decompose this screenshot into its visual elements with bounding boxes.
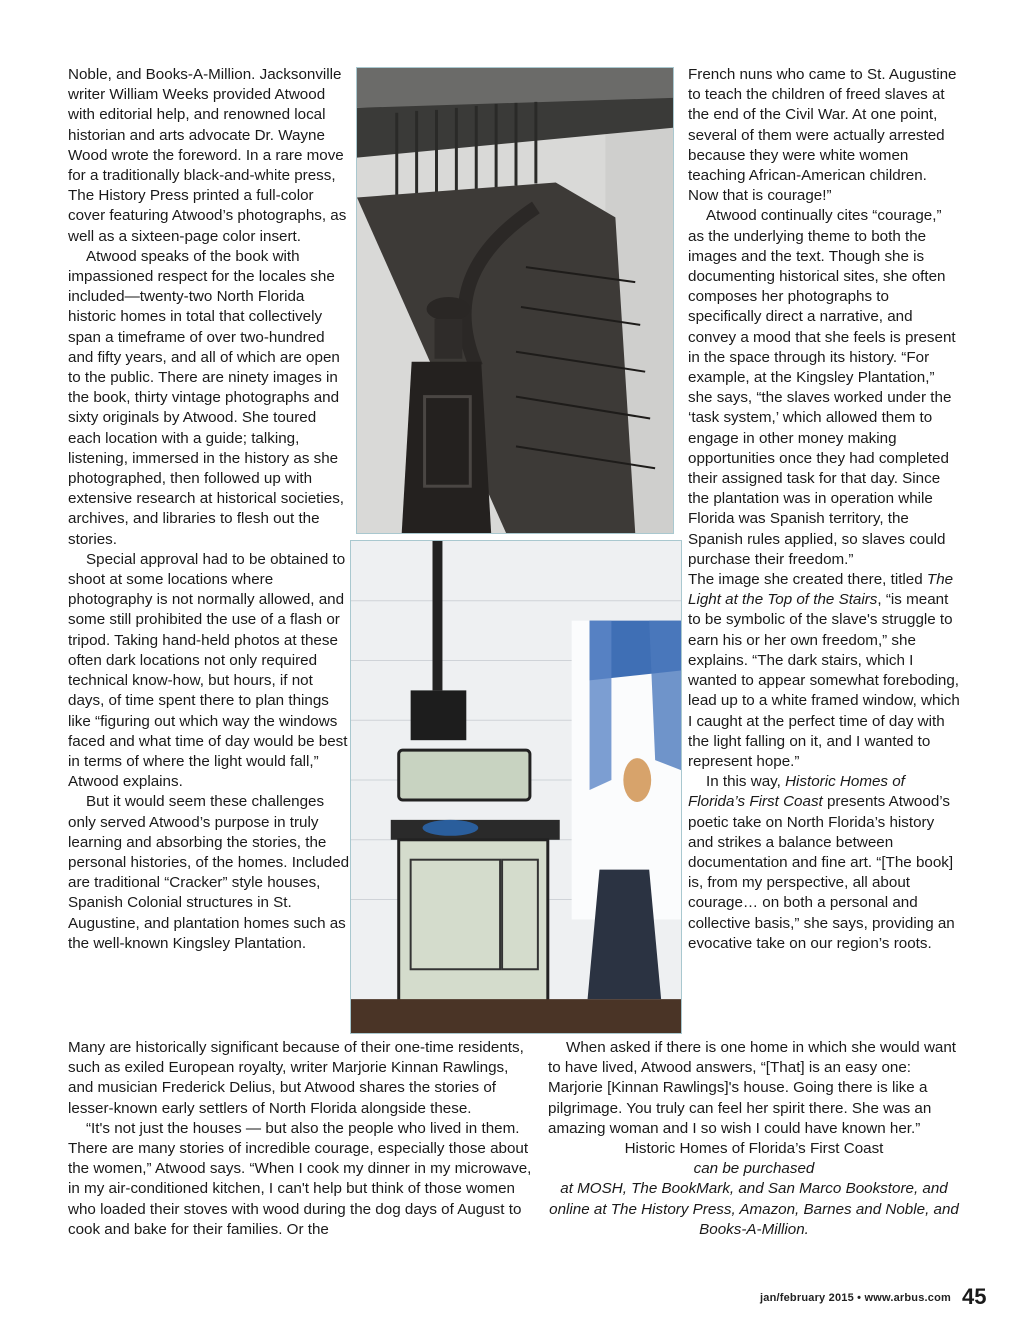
- article-bottom-left: [68, 1038, 536, 1240]
- paragraph: When asked if there is one home in which she would want to have lived, Atwood answers, “[That] is an easy one: Marjorie [Kinnan Rawlings]'s house. Going there is like a pilgrimage. You truly can feel her spirit there. She was an amazing woman and I so wish I could have known her.”: [548, 1039, 957, 1137]
- text-run: presents Atwood’s poetic take on North Florida’s history and strikes a balance between documentation and fine art. “[The book] is, from my perspective, all about courage… on both a personal and collective basis,” she says, providing an evocative take on our region’s roots.: [688, 793, 955, 952]
- page-folio: jan/february 2015 • www.arbus.com: [760, 1292, 952, 1304]
- paragraph: Atwood speaks of the book with impassioned respect for the locales she included—twenty-two North Florida historic homes in total that collectively span a timeframe of over two-hundred and fifty years, and all of which are open to the public. There are ninety images in the book, thirty vintage photographs and sixty originals by Atwood. She toured each location with a guide; talking, listening, immersed in the history as she photographed, then followed up with extensive research at historical societies, archives, and libraries to flesh out the stories.: [68, 247, 345, 548]
- purchase-note: [548, 1159, 960, 1179]
- article-bottom-right: [548, 1038, 960, 1240]
- purchase-line: at MOSH, The BookMark, and San Marco Bookstore, and online at The History Press, Amazon, Barnes and Noble, and Books-A-Million.: [549, 1180, 959, 1238]
- paragraph: Many are historically significant because of their one-time residents, such as exiled European royalty, writer Marjorie Kinnan Rawlings, and musician Frederick Delius, but Atwood shares the stories of lesser-known early settlers of North Florida alongside these.: [68, 1039, 524, 1117]
- purchase-line: can be purchased: [693, 1160, 815, 1178]
- paragraph: [688, 570, 960, 772]
- page-number: 45: [962, 1284, 987, 1309]
- text-run: The image she created there, titled: [688, 571, 927, 589]
- paragraph: “It's not just the houses — but also the people who lived in them. There are many stories of incredible courage, especially those about the women,” Atwood says. “When I cook my dinner in my microwave, in my air-conditioned kitchen, I can't help but think of those women who loaded their stoves with wood during the dog days of August to cook and bake for their families. Or the: [68, 1119, 532, 1238]
- purchase-note: [548, 1179, 960, 1240]
- article-column-left: [68, 65, 350, 954]
- book-credit-title: Historic Homes of Florida’s First Coast: [624, 1140, 884, 1158]
- paragraph: Special approval had to be obtained to shoot at some locations where photography is not normally allowed, and some still prohibited the use of a flash or tripod. Taking hand-held photos at these often dark locations not only required technical know-how, but hours, if not days, of time spent there to plan things like “figuring out which way the windows faced and what time of day would be best in terms of where the light would fall,” Atwood explains.: [68, 550, 348, 791]
- artwork-title: The Light at the Top of the Stairs: [688, 571, 954, 609]
- paragraph: [688, 772, 960, 954]
- kitchen-stove-photo: [350, 540, 682, 1034]
- paragraph: Atwood continually cites “courage,” as the underlying theme to both the images and the text. Though she is documenting historical sites, she often composes her photographs to specifically direct a narrative, and convey a mood that she feels is present in the space through its history. “For example, at the Kingsley Plantation,” she says, “the slaves worked under the ‘task system,’ which allowed them to engage in other money making opportunities once they had completed their assigned task for that day. Since the plantation was in operation while Florida was Spanish territory, the Spanish rules applied, so slaves could purchase their freedom.”: [688, 207, 956, 568]
- paragraph: Noble, and Books-A-Million. Jacksonville writer William Weeks provided Atwood with editorial help, and renowned local historian and arts advocate Dr. Wayne Wood wrote the foreword. In a rare move for a traditionally black-and-white press, The History Press printed a full-color cover featuring Atwood’s photographs, as well as a sixteen-page color insert.: [68, 66, 347, 245]
- text-run: , “is meant to be symbolic of the slave's struggle to earn his or her own freedom,” she explains. “The dark stairs, which I wanted to appear somewhat foreboding, lead up to a white framed window, which I caught at the perfect time of day with the light falling on it, and I wanted to represent hope.”: [688, 591, 960, 770]
- book-title: Historic Homes of Florida’s First Coast: [688, 773, 905, 811]
- article-column-right: [688, 65, 960, 954]
- staircase-photo: [356, 67, 674, 534]
- paragraph: But it would seem these challenges only served Atwood’s purpose in truly learning and absorbing the stories, the personal histories, of the homes. Included are traditional “Cracker” style houses, Spanish Colonial structures in St. Augustine, and plantation homes such as the well-known Kingsley Plantation.: [68, 793, 350, 952]
- text-run: In this way,: [706, 773, 786, 791]
- paragraph: French nuns who came to St. Augustine to teach the children of freed slaves at the end of the Civil War. At one point, several of them were actually arrested because they were white women teaching African-American children. Now that is courage!”: [688, 66, 957, 205]
